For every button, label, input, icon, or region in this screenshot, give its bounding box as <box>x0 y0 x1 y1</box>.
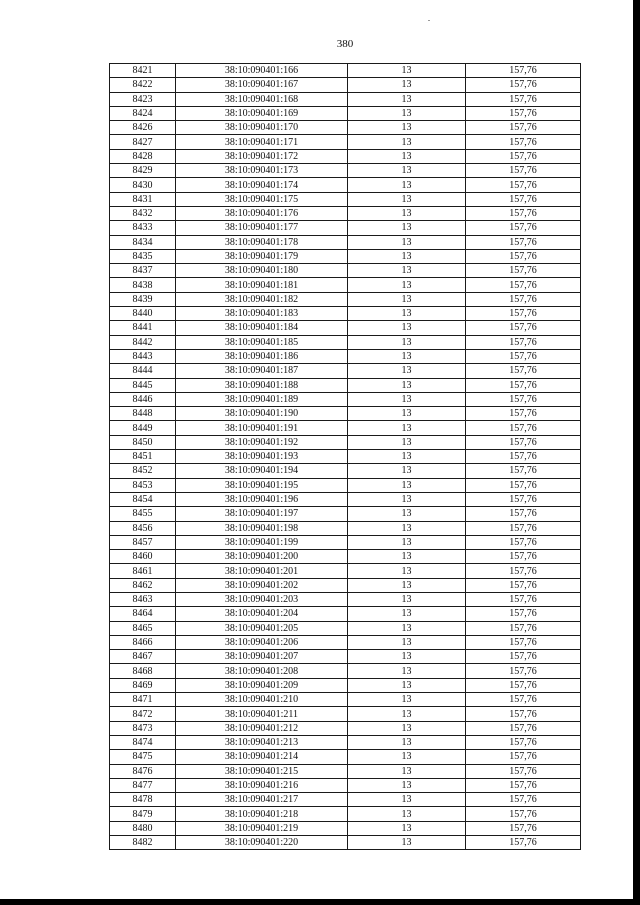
record-number-cell: 8439 <box>110 292 176 306</box>
cadastral-number-cell: 38:10:090401:166 <box>176 64 348 78</box>
table-row <box>110 178 581 192</box>
amount-cell: 157,76 <box>466 507 581 521</box>
value-cell: 13 <box>348 521 466 535</box>
cadastral-number-cell: 38:10:090401:198 <box>176 521 348 535</box>
amount-cell: 157,76 <box>466 821 581 835</box>
record-number-cell: 8427 <box>110 135 176 149</box>
amount-cell: 157,76 <box>466 407 581 421</box>
cadastral-number-cell: 38:10:090401:184 <box>176 321 348 335</box>
record-number-cell: 8441 <box>110 321 176 335</box>
record-number-cell: 8457 <box>110 535 176 549</box>
cadastral-number-cell: 38:10:090401:190 <box>176 407 348 421</box>
record-number-cell: 8435 <box>110 249 176 263</box>
table-body <box>110 64 581 850</box>
record-number-cell: 8423 <box>110 92 176 106</box>
value-cell: 13 <box>348 450 466 464</box>
table-row <box>110 78 581 92</box>
amount-cell: 157,76 <box>466 135 581 149</box>
amount-cell: 157,76 <box>466 78 581 92</box>
table-row <box>110 793 581 807</box>
table-row <box>110 392 581 406</box>
cadastral-number-cell: 38:10:090401:210 <box>176 693 348 707</box>
value-cell: 13 <box>348 564 466 578</box>
cadastral-number-cell: 38:10:090401:207 <box>176 650 348 664</box>
amount-cell: 157,76 <box>466 178 581 192</box>
table-row <box>110 578 581 592</box>
cadastral-number-cell: 38:10:090401:171 <box>176 135 348 149</box>
value-cell: 13 <box>348 435 466 449</box>
table-row <box>110 764 581 778</box>
record-number-cell: 8433 <box>110 221 176 235</box>
record-number-cell: 8455 <box>110 507 176 521</box>
cadastral-number-cell: 38:10:090401:220 <box>176 836 348 850</box>
value-cell: 13 <box>348 778 466 792</box>
amount-cell: 157,76 <box>466 106 581 120</box>
amount-cell: 157,76 <box>466 92 581 106</box>
record-number-cell: 8460 <box>110 550 176 564</box>
amount-cell: 157,76 <box>466 621 581 635</box>
scan-edge-bottom <box>0 899 640 905</box>
amount-cell: 157,76 <box>466 650 581 664</box>
value-cell: 13 <box>348 249 466 263</box>
value-cell: 13 <box>348 206 466 220</box>
value-cell: 13 <box>348 278 466 292</box>
amount-cell: 157,76 <box>466 564 581 578</box>
table-row <box>110 607 581 621</box>
amount-cell: 157,76 <box>466 750 581 764</box>
record-number-cell: 8421 <box>110 64 176 78</box>
cadastral-number-cell: 38:10:090401:216 <box>176 778 348 792</box>
record-number-cell: 8477 <box>110 778 176 792</box>
record-number-cell: 8462 <box>110 578 176 592</box>
value-cell: 13 <box>348 592 466 606</box>
cadastral-number-cell: 38:10:090401:169 <box>176 106 348 120</box>
record-number-cell: 8456 <box>110 521 176 535</box>
amount-cell: 157,76 <box>466 335 581 349</box>
table-row <box>110 192 581 206</box>
amount-cell: 157,76 <box>466 264 581 278</box>
table-row <box>110 121 581 135</box>
table-row <box>110 535 581 549</box>
value-cell: 13 <box>348 478 466 492</box>
cadastral-number-cell: 38:10:090401:185 <box>176 335 348 349</box>
table-row <box>110 550 581 564</box>
table-row <box>110 650 581 664</box>
value-cell: 13 <box>348 421 466 435</box>
table-row <box>110 235 581 249</box>
value-cell: 13 <box>348 178 466 192</box>
table-row <box>110 249 581 263</box>
record-number-cell: 8475 <box>110 750 176 764</box>
cadastral-number-cell: 38:10:090401:182 <box>176 292 348 306</box>
record-number-cell: 8467 <box>110 650 176 664</box>
record-number-cell: 8461 <box>110 564 176 578</box>
cadastral-number-cell: 38:10:090401:217 <box>176 793 348 807</box>
amount-cell: 157,76 <box>466 192 581 206</box>
value-cell: 13 <box>348 836 466 850</box>
table-row <box>110 106 581 120</box>
cadastral-number-cell: 38:10:090401:200 <box>176 550 348 564</box>
amount-cell: 157,76 <box>466 64 581 78</box>
amount-cell: 157,76 <box>466 764 581 778</box>
value-cell: 13 <box>348 707 466 721</box>
cadastral-number-cell: 38:10:090401:177 <box>176 221 348 235</box>
amount-cell: 157,76 <box>466 721 581 735</box>
amount-cell: 157,76 <box>466 664 581 678</box>
cadastral-number-cell: 38:10:090401:206 <box>176 635 348 649</box>
amount-cell: 157,76 <box>466 292 581 306</box>
table-row <box>110 364 581 378</box>
amount-cell: 157,76 <box>466 278 581 292</box>
table-row <box>110 92 581 106</box>
cadastral-number-cell: 38:10:090401:197 <box>176 507 348 521</box>
amount-cell: 157,76 <box>466 592 581 606</box>
record-number-cell: 8445 <box>110 378 176 392</box>
record-number-cell: 8451 <box>110 450 176 464</box>
amount-cell: 157,76 <box>466 778 581 792</box>
cadastral-number-cell: 38:10:090401:211 <box>176 707 348 721</box>
value-cell: 13 <box>348 335 466 349</box>
record-number-cell: 8478 <box>110 793 176 807</box>
value-cell: 13 <box>348 264 466 278</box>
record-number-cell: 8443 <box>110 349 176 363</box>
cadastral-number-cell: 38:10:090401:208 <box>176 664 348 678</box>
amount-cell: 157,76 <box>466 249 581 263</box>
record-number-cell: 8452 <box>110 464 176 478</box>
amount-cell: 157,76 <box>466 435 581 449</box>
value-cell: 13 <box>348 721 466 735</box>
value-cell: 13 <box>348 321 466 335</box>
value-cell: 13 <box>348 492 466 506</box>
record-number-cell: 8438 <box>110 278 176 292</box>
value-cell: 13 <box>348 693 466 707</box>
cadastral-number-cell: 38:10:090401:188 <box>176 378 348 392</box>
value-cell: 13 <box>348 621 466 635</box>
amount-cell: 157,76 <box>466 149 581 163</box>
table-row <box>110 407 581 421</box>
table-row <box>110 421 581 435</box>
table-row <box>110 707 581 721</box>
record-number-cell: 8428 <box>110 149 176 163</box>
amount-cell: 157,76 <box>466 550 581 564</box>
amount-cell: 157,76 <box>466 693 581 707</box>
value-cell: 13 <box>348 64 466 78</box>
value-cell: 13 <box>348 135 466 149</box>
amount-cell: 157,76 <box>466 307 581 321</box>
table-row <box>110 278 581 292</box>
record-number-cell: 8464 <box>110 607 176 621</box>
table-row <box>110 206 581 220</box>
value-cell: 13 <box>348 464 466 478</box>
scan-speck <box>428 20 430 21</box>
value-cell: 13 <box>348 78 466 92</box>
amount-cell: 157,76 <box>466 607 581 621</box>
amount-cell: 157,76 <box>466 492 581 506</box>
record-number-cell: 8422 <box>110 78 176 92</box>
table-row <box>110 292 581 306</box>
cadastral-number-cell: 38:10:090401:179 <box>176 249 348 263</box>
table-row <box>110 564 581 578</box>
cadastral-number-cell: 38:10:090401:174 <box>176 178 348 192</box>
value-cell: 13 <box>348 678 466 692</box>
amount-cell: 157,76 <box>466 464 581 478</box>
table-row <box>110 621 581 635</box>
cadastral-number-cell: 38:10:090401:191 <box>176 421 348 435</box>
cadastral-number-cell: 38:10:090401:204 <box>176 607 348 621</box>
table-row <box>110 750 581 764</box>
table-row <box>110 149 581 163</box>
value-cell: 13 <box>348 407 466 421</box>
value-cell: 13 <box>348 607 466 621</box>
cadastral-number-cell: 38:10:090401:195 <box>176 478 348 492</box>
table-row <box>110 693 581 707</box>
cadastral-number-cell: 38:10:090401:175 <box>176 192 348 206</box>
value-cell: 13 <box>348 664 466 678</box>
record-number-cell: 8472 <box>110 707 176 721</box>
table-row <box>110 478 581 492</box>
record-number-cell: 8434 <box>110 235 176 249</box>
table-row <box>110 135 581 149</box>
cadastral-number-cell: 38:10:090401:218 <box>176 807 348 821</box>
record-number-cell: 8431 <box>110 192 176 206</box>
amount-cell: 157,76 <box>466 206 581 220</box>
record-number-cell: 8466 <box>110 635 176 649</box>
cadastral-number-cell: 38:10:090401:215 <box>176 764 348 778</box>
record-number-cell: 8454 <box>110 492 176 506</box>
table-row <box>110 164 581 178</box>
amount-cell: 157,76 <box>466 578 581 592</box>
cadastral-number-cell: 38:10:090401:178 <box>176 235 348 249</box>
record-number-cell: 8450 <box>110 435 176 449</box>
amount-cell: 157,76 <box>466 121 581 135</box>
cadastral-number-cell: 38:10:090401:202 <box>176 578 348 592</box>
amount-cell: 157,76 <box>466 836 581 850</box>
value-cell: 13 <box>348 292 466 306</box>
record-number-cell: 8480 <box>110 821 176 835</box>
amount-cell: 157,76 <box>466 349 581 363</box>
value-cell: 13 <box>348 635 466 649</box>
cadastral-number-cell: 38:10:090401:172 <box>176 149 348 163</box>
record-number-cell: 8463 <box>110 592 176 606</box>
cadastral-number-cell: 38:10:090401:209 <box>176 678 348 692</box>
value-cell: 13 <box>348 192 466 206</box>
record-number-cell: 8479 <box>110 807 176 821</box>
amount-cell: 157,76 <box>466 164 581 178</box>
table-row <box>110 592 581 606</box>
value-cell: 13 <box>348 364 466 378</box>
value-cell: 13 <box>348 735 466 749</box>
record-number-cell: 8424 <box>110 106 176 120</box>
value-cell: 13 <box>348 149 466 163</box>
value-cell: 13 <box>348 349 466 363</box>
record-number-cell: 8469 <box>110 678 176 692</box>
record-number-cell: 8476 <box>110 764 176 778</box>
value-cell: 13 <box>348 235 466 249</box>
amount-cell: 157,76 <box>466 793 581 807</box>
cadastral-number-cell: 38:10:090401:213 <box>176 735 348 749</box>
value-cell: 13 <box>348 750 466 764</box>
table-row <box>110 635 581 649</box>
record-number-cell: 8426 <box>110 121 176 135</box>
table-row <box>110 664 581 678</box>
record-number-cell: 8482 <box>110 836 176 850</box>
table-row <box>110 778 581 792</box>
amount-cell: 157,76 <box>466 707 581 721</box>
value-cell: 13 <box>348 378 466 392</box>
cadastral-number-cell: 38:10:090401:186 <box>176 349 348 363</box>
value-cell: 13 <box>348 307 466 321</box>
value-cell: 13 <box>348 807 466 821</box>
value-cell: 13 <box>348 92 466 106</box>
amount-cell: 157,76 <box>466 450 581 464</box>
table-row <box>110 349 581 363</box>
table-row <box>110 378 581 392</box>
record-number-cell: 8429 <box>110 164 176 178</box>
value-cell: 13 <box>348 392 466 406</box>
cadastral-number-cell: 38:10:090401:199 <box>176 535 348 549</box>
cadastral-number-cell: 38:10:090401:168 <box>176 92 348 106</box>
value-cell: 13 <box>348 550 466 564</box>
record-number-cell: 8437 <box>110 264 176 278</box>
value-cell: 13 <box>348 121 466 135</box>
table-row <box>110 678 581 692</box>
cadastral-number-cell: 38:10:090401:183 <box>176 307 348 321</box>
table-row <box>110 836 581 850</box>
record-number-cell: 8440 <box>110 307 176 321</box>
table-row <box>110 492 581 506</box>
amount-cell: 157,76 <box>466 521 581 535</box>
table-row <box>110 464 581 478</box>
amount-cell: 157,76 <box>466 478 581 492</box>
record-number-cell: 8448 <box>110 407 176 421</box>
record-number-cell: 8444 <box>110 364 176 378</box>
amount-cell: 157,76 <box>466 807 581 821</box>
record-number-cell: 8465 <box>110 621 176 635</box>
amount-cell: 157,76 <box>466 535 581 549</box>
amount-cell: 157,76 <box>466 678 581 692</box>
cadastral-number-cell: 38:10:090401:214 <box>176 750 348 764</box>
scan-edge-right <box>633 0 640 905</box>
record-number-cell: 8442 <box>110 335 176 349</box>
value-cell: 13 <box>348 106 466 120</box>
record-number-cell: 8453 <box>110 478 176 492</box>
table-row <box>110 807 581 821</box>
cadastral-number-cell: 38:10:090401:203 <box>176 592 348 606</box>
value-cell: 13 <box>348 764 466 778</box>
table-row <box>110 507 581 521</box>
cadastral-number-cell: 38:10:090401:187 <box>176 364 348 378</box>
amount-cell: 157,76 <box>466 392 581 406</box>
table-row <box>110 435 581 449</box>
cadastral-number-cell: 38:10:090401:212 <box>176 721 348 735</box>
cadastral-number-cell: 38:10:090401:176 <box>176 206 348 220</box>
record-number-cell: 8449 <box>110 421 176 435</box>
cadastral-number-cell: 38:10:090401:196 <box>176 492 348 506</box>
table-row <box>110 450 581 464</box>
cadastral-number-cell: 38:10:090401:219 <box>176 821 348 835</box>
cadastral-number-cell: 38:10:090401:173 <box>176 164 348 178</box>
cadastral-number-cell: 38:10:090401:201 <box>176 564 348 578</box>
land-parcel-table <box>109 63 581 850</box>
record-number-cell: 8468 <box>110 664 176 678</box>
value-cell: 13 <box>348 221 466 235</box>
table-row <box>110 64 581 78</box>
value-cell: 13 <box>348 578 466 592</box>
amount-cell: 157,76 <box>466 221 581 235</box>
amount-cell: 157,76 <box>466 235 581 249</box>
amount-cell: 157,76 <box>466 735 581 749</box>
value-cell: 13 <box>348 164 466 178</box>
cadastral-number-cell: 38:10:090401:189 <box>176 392 348 406</box>
page-number: 380 <box>336 38 354 50</box>
amount-cell: 157,76 <box>466 364 581 378</box>
table-row <box>110 735 581 749</box>
table-row <box>110 221 581 235</box>
record-number-cell: 8474 <box>110 735 176 749</box>
cadastral-number-cell: 38:10:090401:205 <box>176 621 348 635</box>
cadastral-number-cell: 38:10:090401:167 <box>176 78 348 92</box>
value-cell: 13 <box>348 821 466 835</box>
record-number-cell: 8430 <box>110 178 176 192</box>
amount-cell: 157,76 <box>466 321 581 335</box>
record-number-cell: 8473 <box>110 721 176 735</box>
table-row <box>110 335 581 349</box>
table-row <box>110 307 581 321</box>
cadastral-number-cell: 38:10:090401:181 <box>176 278 348 292</box>
amount-cell: 157,76 <box>466 378 581 392</box>
table-row <box>110 321 581 335</box>
value-cell: 13 <box>348 650 466 664</box>
record-number-cell: 8471 <box>110 693 176 707</box>
value-cell: 13 <box>348 535 466 549</box>
amount-cell: 157,76 <box>466 421 581 435</box>
cadastral-number-cell: 38:10:090401:180 <box>176 264 348 278</box>
record-number-cell: 8432 <box>110 206 176 220</box>
table-row <box>110 821 581 835</box>
cadastral-number-cell: 38:10:090401:170 <box>176 121 348 135</box>
value-cell: 13 <box>348 507 466 521</box>
value-cell: 13 <box>348 793 466 807</box>
amount-cell: 157,76 <box>466 635 581 649</box>
table-row <box>110 721 581 735</box>
cadastral-number-cell: 38:10:090401:192 <box>176 435 348 449</box>
record-number-cell: 8446 <box>110 392 176 406</box>
table-row <box>110 521 581 535</box>
cadastral-number-cell: 38:10:090401:193 <box>176 450 348 464</box>
cadastral-number-cell: 38:10:090401:194 <box>176 464 348 478</box>
table-row <box>110 264 581 278</box>
